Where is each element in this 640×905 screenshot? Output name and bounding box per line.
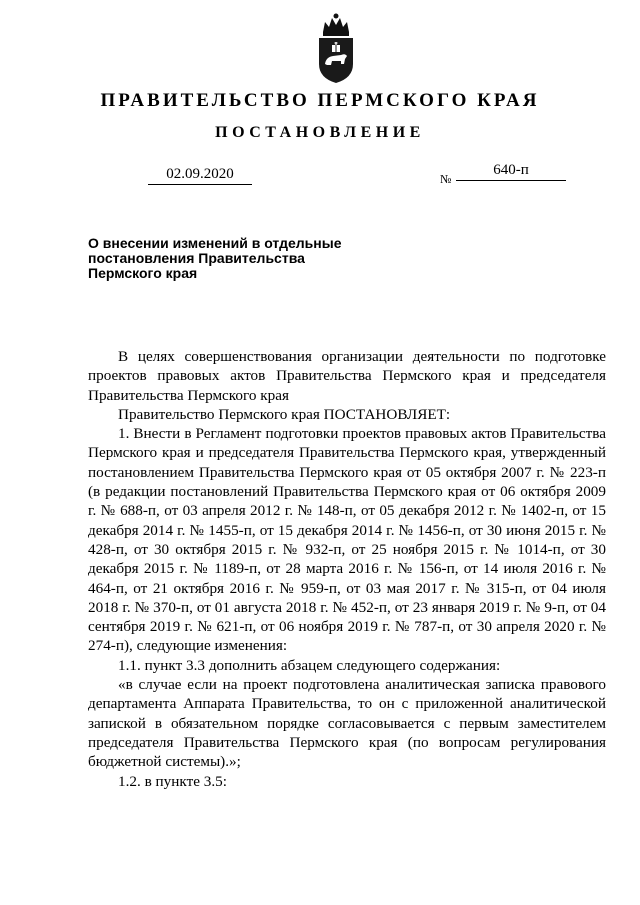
document-subject — [88, 236, 368, 281]
resolves-paragraph: Правительство Пермского края ПОСТАНОВЛЯЕТ: — [118, 405, 451, 423]
government-title: ПРАВИТЕЛЬСТВО ПЕРМСКОГО КРАЯ — [100, 90, 540, 111]
coat-of-arms-icon — [314, 12, 358, 84]
document-type: ПОСТАНОВЛЕНИЕ — [215, 124, 425, 141]
document-number: 640-п — [456, 162, 566, 181]
item-1-2-paragraph: 1.2. в пункте 3.5: — [118, 772, 227, 790]
document-body — [88, 347, 606, 791]
quote-paragraph: «в случае если на проект подготовлена аналитическая записка правового департамента Аппарата Правительства, то он с приложенной аналитической запиской в обязательном порядке согласовывается с первым заместителем председателя Правительства Пермского края (по вопросам регулирования бюджетной системы).»; — [88, 676, 606, 771]
item-1-1-paragraph: 1.1. пункт 3.3 дополнить абзацем следующего содержания: — [118, 656, 501, 674]
item-1-paragraph: 1. Внести в Регламент подготовки проектов правовых актов Правительства Пермского края и председателя Правительства Пермского края, утвержденный постановлением Правительства Пермского края от 05 октября 2007 г. № 223-п (в редакции постановлений Правительства Пермского края от 06 октября 2009 г. № 688-п, от 03 апреля 2012 г. № 148-п, от 05 декабря 2012 г. № 1402-п, от 15 декабря 2014 г. № 1455-п, от 15 декабря 2014 г. № 1456-п, от 30 июня 2015 г. № 428-п, от 30 октября 2015 г. № 932-п, от 25 ноября 2015 г. № 1014-п, от 30 декабря 2015 г. № 1189-п, от 28 марта 2016 г. № 156-п, от 14 июля 2016 г. № 464-п, от 21 октября 2016 г. № 959-п, от 03 мая 2017 г. № 315-п, от 04 июля 2018 г. № 370-п, от 01 августа 2018 г. № 452-п, от 23 января 2019 г. № 9-п, от 04 сентября 2019 г. № 621-п, от 06 ноября 2019 г. № 787-п, от 30 апреля 2020 г. № 274-п), следующие изменения: — [88, 425, 606, 655]
document-date: 02.09.2020 — [148, 166, 252, 185]
subject-line: Пермского края — [88, 265, 198, 281]
crown-icon — [323, 14, 349, 37]
subject-line: постановления Правительства — [88, 250, 305, 266]
subject-line: О внесении изменений в отдельные — [88, 235, 342, 251]
number-label: № — [440, 172, 452, 186]
intro-paragraph: В целях совершенствования организации деятельности по подготовке проектов правовых актов Правительства Пермского края и председателя Правительства Пермского края — [88, 348, 606, 404]
